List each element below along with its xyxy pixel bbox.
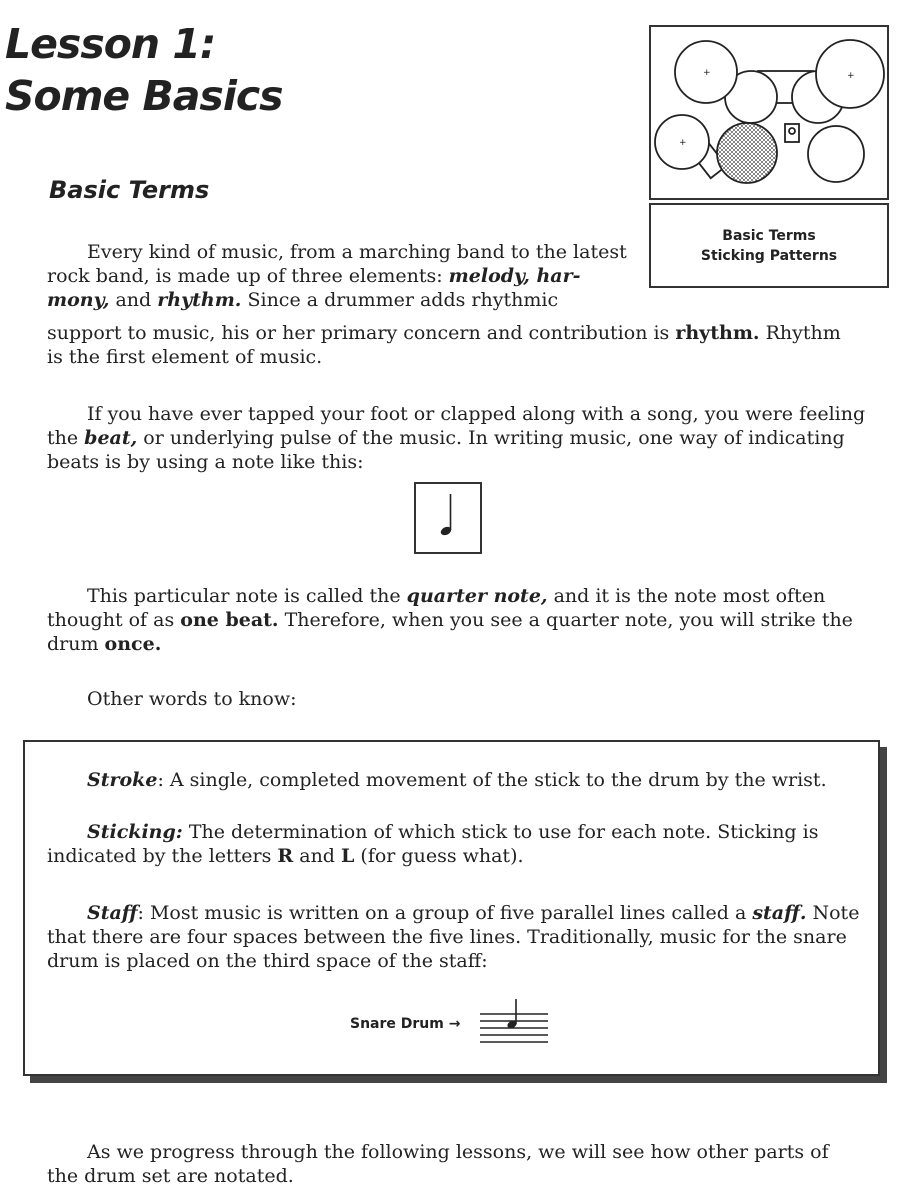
drum-set-diagram [649,25,889,200]
paragraph-closing: As we progress through the following lessons, we will see how other parts of the drum set are notated. [47,1141,829,1187]
topic-item: Sticking Patterns [700,247,838,264]
lesson-title-line2: Some Basics [5,72,283,120]
paragraph-intro-cont: support to music, his or her primary concern and contribution is rhythm. Rhythm is the first element of music. [47,322,841,368]
term-staff: Staff: Most music is written on a group of five parallel lines called a staff. Note that there are four spaces between the five lines. Traditionally, music for the snare drum is placed on the third space of the staff: [47,902,860,972]
topic-item: Basic Terms [722,227,816,244]
paragraph-other-words: Other words to know: [87,688,297,710]
svg-text:+: + [679,138,687,148]
lesson-topics-box [649,203,889,288]
svg-text:+: + [703,68,711,78]
svg-text:+: + [847,71,855,81]
term-sticking: Sticking: The determination of which stick to use for each note. Sticking is indicated by the letters R and L (for guess what). [47,821,819,867]
paragraph-quarter-note: This particular note is called the quarter note, and it is the note most often thought of as one beat. Therefore, when you see a quarter note, you will strike the drum once. [47,585,853,655]
lesson-title [5,18,283,122]
term-stroke: Stroke: A single, completed movement of the stick to the drum by the wrist. [87,769,827,791]
quarter-note-box [414,482,482,554]
section-heading: Basic Terms [49,176,210,204]
snare-staff-icon [478,998,550,1054]
quarter-note-icon [416,484,480,552]
lesson-title-line1: Lesson 1: [5,20,216,68]
paragraph-beat: If you have ever tapped your foot or clapped along with a song, you were feeling the beat, or underlying pulse of the music. In writing music, one way of indicating beats is by using a note like this: [47,403,866,473]
snare-drum-label: Snare Drum → [350,1016,461,1032]
paragraph-intro: Every kind of music, from a marching band to the latest rock band, is made up of three elements: melody, har- mony, and rhythm. Since a drummer adds rhythmic [47,241,627,311]
drum-set-icon [651,27,887,198]
